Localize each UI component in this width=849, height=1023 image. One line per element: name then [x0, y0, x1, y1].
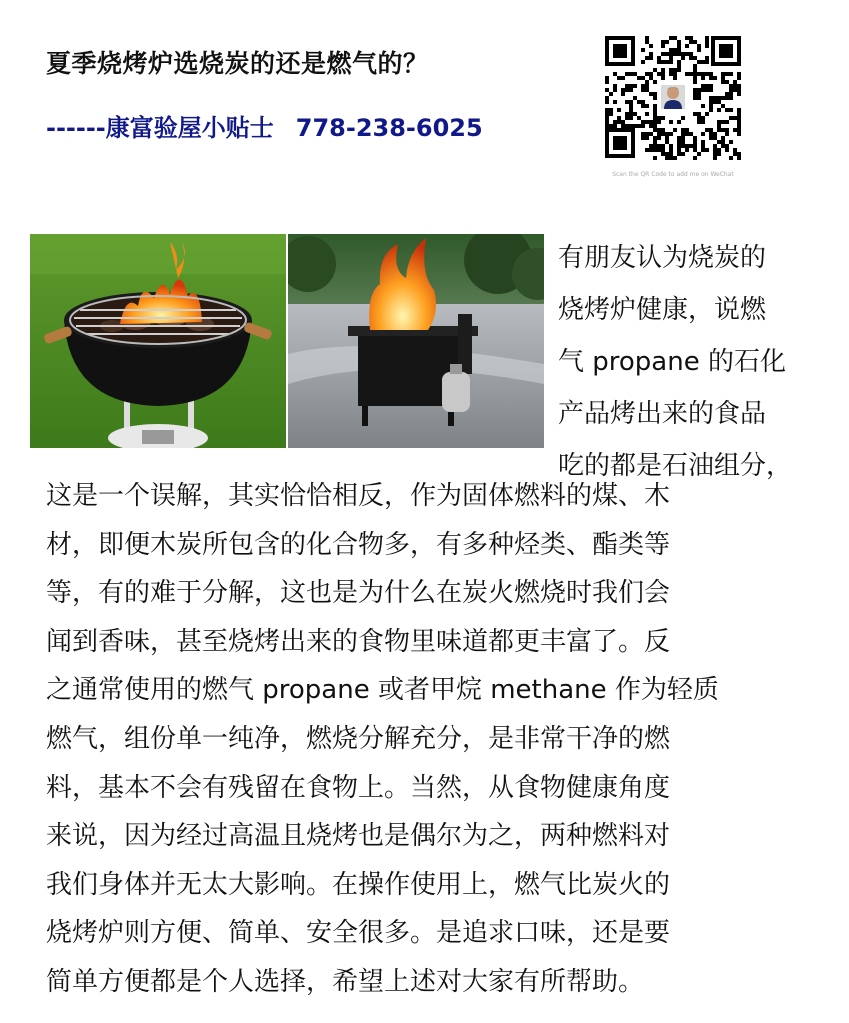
subtitle-author: ------康富验屋小贴士	[46, 114, 274, 142]
body-line: 我们身体并无太大影响。在操作使用上，燃气比炭火的	[46, 869, 671, 900]
intro-text	[558, 232, 849, 492]
body-line: 简单方便都是个人选择，希望上述对大家有所帮助。	[46, 966, 645, 997]
article-body	[46, 472, 836, 1007]
intro-line: 气 propane 的石化	[558, 347, 786, 377]
body-line: 闻到香味，甚至烧烤出来的食物里味道都更丰富了。反	[46, 626, 671, 657]
gas-grill-photo	[288, 234, 544, 448]
page-title: 夏季烧烤炉选烧炭的还是燃气的？	[46, 49, 429, 78]
qr-code-pattern	[603, 34, 743, 160]
phone-number[interactable]: 778-238-6025	[295, 114, 483, 142]
body-line: 之通常使用的燃气 propane 或者甲烷 methane 作为轻质	[46, 675, 719, 706]
intro-line: 吃的都是石油组分，	[558, 451, 793, 481]
qr-caption: Scan the QR Code to add me on WeChat	[612, 171, 734, 178]
body-line: 燃气，组份单一纯净，燃烧分解充分，是非常干净的燃	[46, 723, 671, 754]
body-line: 材，即便木炭所包含的化合物多，有多种烃类、酯类等	[46, 529, 671, 560]
body-line: 这是一个误解，其实恰恰相反，作为固体燃料的煤、木	[46, 481, 671, 511]
body-line: 烧烤炉则方便、简单、安全很多。是追求口味，还是要	[46, 918, 671, 949]
avatar	[659, 83, 687, 111]
subtitle	[46, 108, 483, 143]
intro-line: 烧烤炉健康，说燃	[558, 295, 767, 325]
intro-line: 产品烤出来的食品	[558, 399, 767, 429]
charcoal-grill-photo	[30, 234, 286, 448]
qr-code	[603, 34, 743, 160]
body-line: 来说，因为经过高温且烧烤也是偶尔为之，两种燃料对	[46, 821, 671, 852]
body-line: 料，基本不会有残留在食物上。当然，从食物健康角度	[46, 772, 671, 803]
intro-line: 有朋友认为烧炭的	[558, 243, 767, 273]
body-line: 等，有的难于分解，这也是为什么在炭火燃烧时我们会	[46, 578, 671, 609]
